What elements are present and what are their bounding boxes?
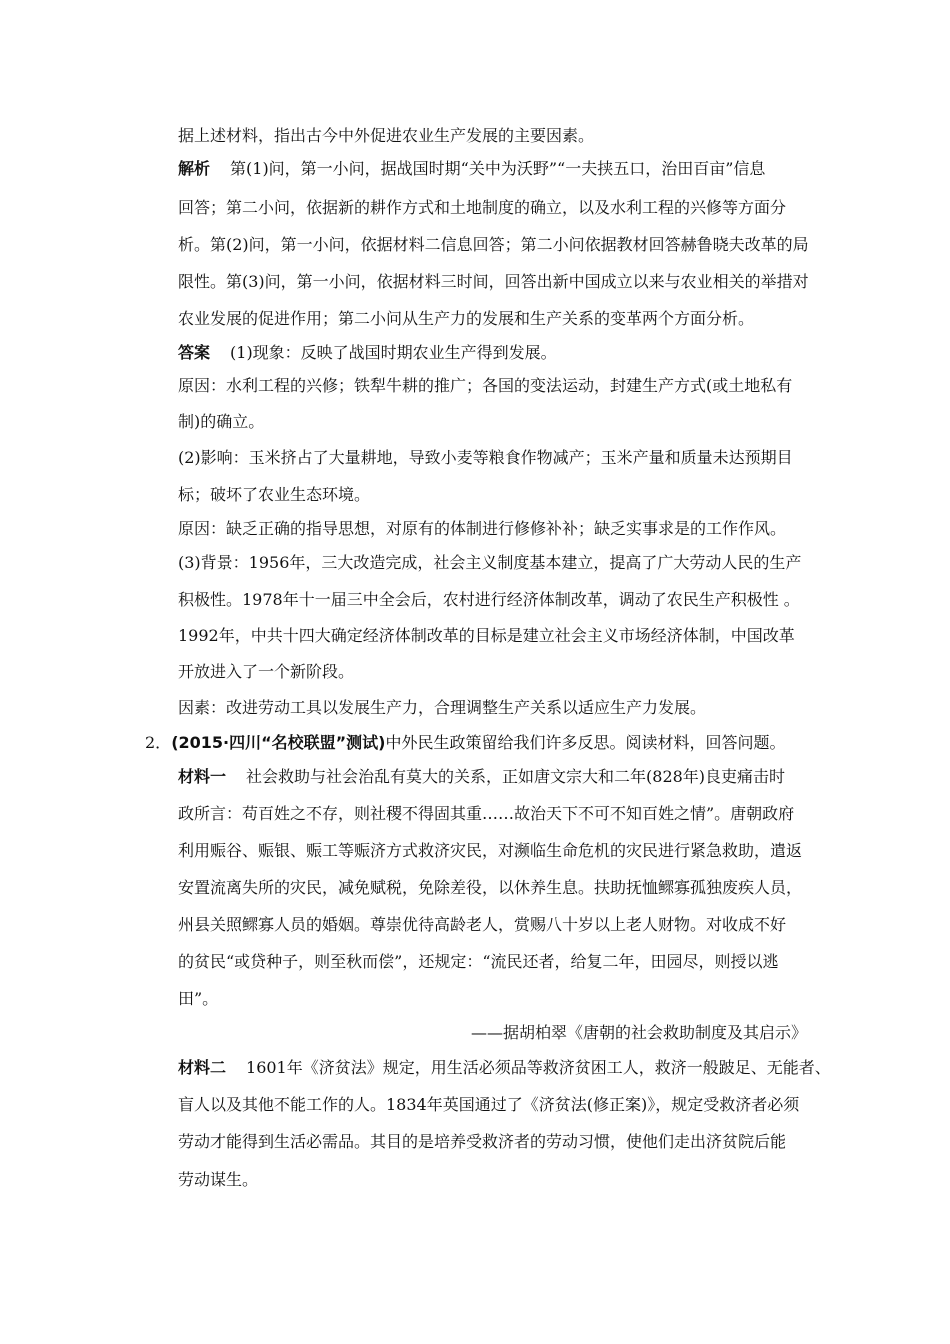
- material-1-source: ——据胡柏翠《唐朝的社会救助制度及其启示》: [470, 1023, 807, 1042]
- material-1-line: 州县关照鳏寡人员的婚姻。尊崇优待高龄老人，赏赐八十岁以上老人财物。对收成不好: [178, 915, 787, 934]
- question-continuation: 据上述材料，指出古今中外促进农业生产发展的主要因素。: [178, 126, 595, 145]
- answer-line: 因素：改进劳动工具以发展生产力，合理调整生产关系以适应生产力发展。: [178, 698, 707, 717]
- analysis-line: 解析 第(1)问，第一小问，据战国时期“关中为沃野”“一夫挟五口，治田百亩”信息: [178, 159, 766, 178]
- material-1-line: 安置流离失所的灾民，减免赋税，免除差役，以休养生息。扶助抚恤鳏寡孤独废疾人员，: [178, 878, 803, 897]
- analysis-line: 回答；第二小问，依据新的耕作方式和土地制度的确立，以及水利工程的兴修等方面分: [178, 198, 787, 217]
- material-2-line: 劳动谋生。: [178, 1170, 259, 1189]
- material-1-line: 的贫民“或贷种子，则至秋而偿”，还规定：“流民还者，给复二年，田园尽，则授以逃: [178, 952, 779, 971]
- material-1-line: 利用赈谷、赈银、赈工等赈济方式救济灾民，对濒临生命危机的灾民进行紧急救助，遣返: [178, 841, 803, 860]
- material-1-label: 材料一: [178, 767, 227, 786]
- question-2-stem: 2．(2015·四川“名校联盟”测试)中外民生政策留给我们许多反思。阅读材料，回答问题。: [145, 733, 786, 752]
- question-source: (2015·四川“名校联盟”测试): [171, 733, 386, 752]
- question-number: 2．: [145, 733, 172, 752]
- answer-label: 答案: [178, 343, 211, 362]
- analysis-label: 解析: [178, 159, 211, 178]
- material-2-label: 材料二: [178, 1058, 227, 1077]
- answer-line: 答案 (1)现象：反映了战国时期农业生产得到发展。: [178, 343, 557, 362]
- analysis-line: 限性。第(3)问，第一小问，依据材料三时间，回答出新中国成立以来与农业相关的举措对: [178, 272, 809, 291]
- answer-line: 原因：水利工程的兴修；铁犁牛耕的推广；各国的变法运动，封建生产方式(或土地私有: [178, 376, 793, 395]
- material-1-line: 田”。: [178, 989, 219, 1008]
- answer-line: (2)影响：玉米挤占了大量耕地，导致小麦等粮食作物减产；玉米产量和质量未达预期目: [178, 448, 793, 467]
- material-1-line: 材料一 社会救助与社会治乱有莫大的关系，正如唐文宗大和二年(828年)良吏痛击时: [178, 767, 786, 786]
- answer-line: 制)的确立。: [178, 412, 265, 431]
- analysis-line: 农业发展的促进作用；第二小问从生产力的发展和生产关系的变革两个方面分析。: [178, 309, 755, 328]
- material-2-line: 劳动才能得到生活必需品。其目的是培养受救济者的劳动习惯，使他们走出济贫院后能: [178, 1132, 787, 1151]
- answer-line: (3)背景：1956年，三大改造完成，社会主义制度基本建立，提高了广大劳动人民的生产: [178, 553, 802, 572]
- material-2-line: 材料二 1601年《济贫法》规定，用生活必须品等救济贫困工人，救济一般跛足、无能者、: [178, 1058, 831, 1077]
- answer-line: 1992年，中共十四大确定经济体制改革的目标是建立社会主义市场经济体制，中国改革: [178, 626, 795, 645]
- answer-line: 原因：缺乏正确的指导思想，对原有的体制进行修修补补；缺乏实事求是的工作作风。: [178, 519, 787, 538]
- answer-line: 标；破坏了农业生态环境。: [178, 485, 371, 504]
- answer-line: 积极性。1978年十一届三中全会后，农村进行经济体制改革，调动了农民生产积极性 。: [178, 590, 800, 609]
- material-2-line: 盲人以及其他不能工作的人。1834年英国通过了《济贫法(修正案)》，规定受救济者必须: [178, 1095, 800, 1114]
- material-1-line: 政所言：苟百姓之不存，则社稷不得固其重……故治天下不可不知百姓之情”。唐朝政府: [178, 804, 795, 823]
- analysis-line: 析。第(2)问，第一小问，依据材料二信息回答；第二小问依据教材回答赫鲁晓夫改革的局: [178, 235, 809, 254]
- answer-line: 开放进入了一个新阶段。: [178, 662, 355, 681]
